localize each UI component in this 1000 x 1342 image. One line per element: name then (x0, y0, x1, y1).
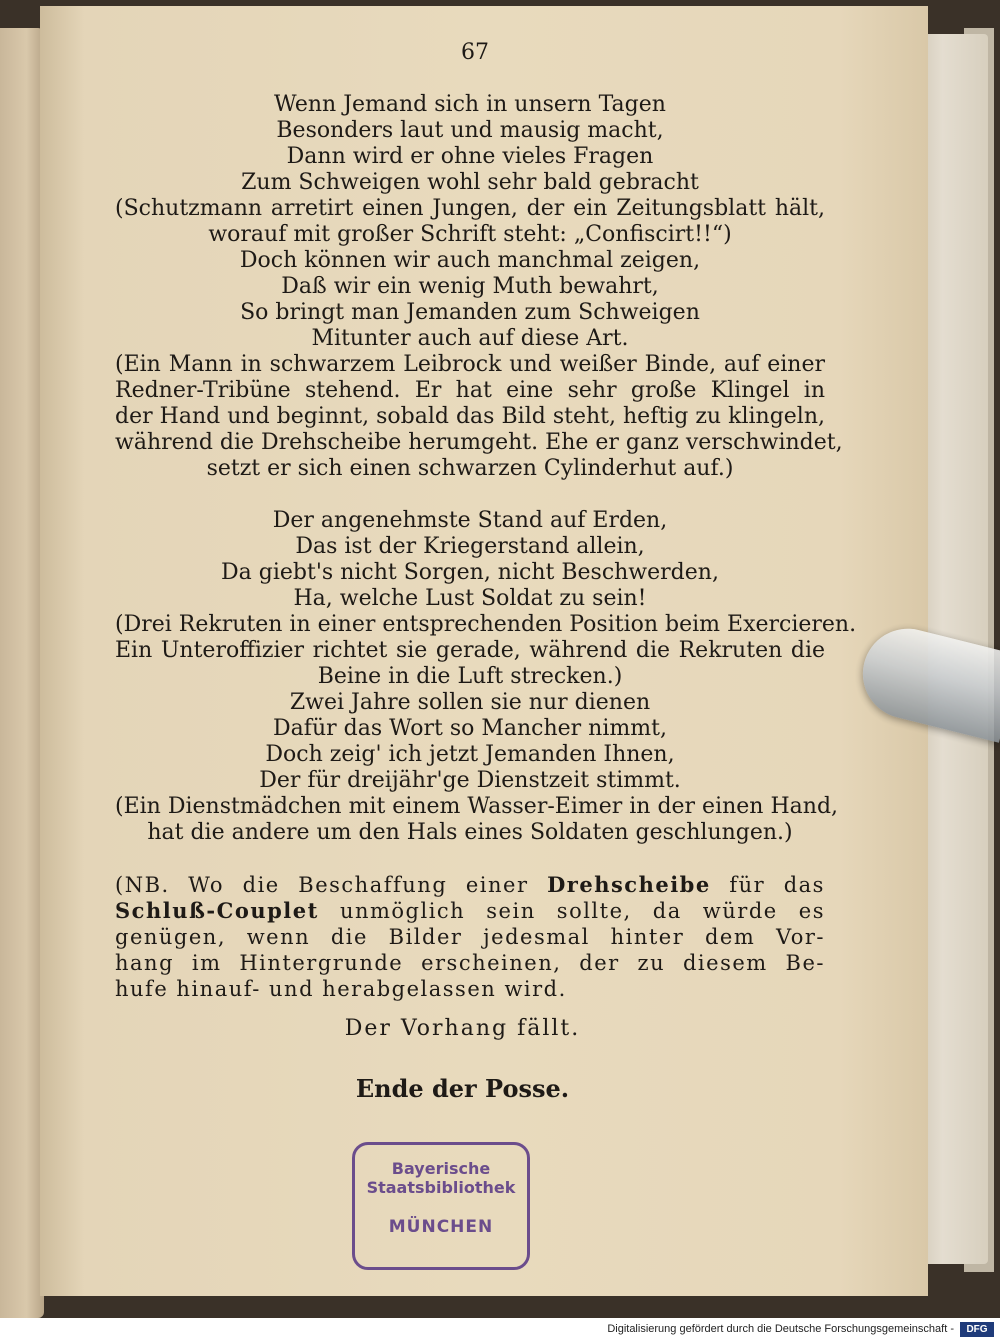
dfg-logo-icon: DFG (960, 1322, 994, 1337)
verse-line: Besonders laut und mausig macht, (276, 118, 664, 143)
verse-line: Dafür das Wort so Mancher nimmt, (273, 716, 667, 741)
stage-direction: setzt er sich einen schwarzen Cylinderhut auf.) (206, 456, 734, 481)
stage-direction: Redner-Tribüne stehend. Er hat eine sehr große Klingel in (115, 378, 825, 403)
stage-direction: der Hand und beginnt, sobald das Bild steht, heftig zu klingeln, (115, 404, 825, 429)
verse-line: Das ist der Kriegerstand allein, (295, 534, 645, 559)
library-stamp (352, 1142, 530, 1270)
verse-line: Ha, welche Lust Soldat zu sein! (293, 586, 647, 611)
verse-line: Wenn Jemand sich in unsern Tagen (274, 92, 666, 117)
verse-line: Doch können wir auch manchmal zeigen, (239, 248, 701, 273)
footer-bar (0, 1318, 1000, 1342)
verse-line: Mitunter auch auf diese Art. (311, 326, 629, 351)
verse-line: Dann wird er ohne vieles Fragen (286, 144, 654, 169)
verse-line: So bringt man Jemanden zum Schweigen (240, 300, 700, 325)
stage-direction: (Drei Rekruten in einer entsprechenden Position beim Exercieren. (115, 612, 857, 637)
page-number: 67 (461, 40, 489, 65)
stage-direction: (Ein Dienstmädchen mit einem Wasser-Eimer in der einen Hand, (115, 794, 839, 819)
nb-note-line (115, 872, 825, 898)
verse-line: Zum Schweigen wohl sehr bald gebracht (241, 170, 699, 195)
stage-direction: (Ein Mann in schwarzem Leibrock und weißer Binde, auf einer (115, 352, 825, 377)
stage-direction: Ein Unteroffizier richtet sie gerade, während die Rekruten die (115, 638, 825, 663)
stage-direction: Beine in die Luft strecken.) (317, 664, 623, 689)
stage-direction: (Schutzmann arretirt einen Jungen, der ein Zeitungsblatt hält, (115, 196, 825, 221)
nb-note-line: hang im Hintergrunde erscheinen, der zu diesem Be- (115, 951, 825, 975)
verse-line: Doch zeig' ich jetzt Jemanden Ihnen, (265, 742, 675, 767)
verse-line: Da giebt's nicht Sorgen, nicht Beschwerden, (221, 560, 719, 585)
verse-line: Zwei Jahre sollen sie nur dienen (289, 690, 651, 715)
stamp-line: Bayerische (391, 1159, 491, 1178)
stage-direction: während die Drehscheibe herumgeht. Ehe er ganz verschwindet, (115, 430, 843, 455)
nb-note-line: genügen, wenn die Bilder jedesmal hinter dem Vor- (115, 925, 825, 949)
nb-text: unmöglich sein sollte, da würde es (339, 899, 825, 923)
nb-text: (NB. Wo die Beschaffung einer (115, 873, 529, 897)
stamp-line: MÜNCHEN (388, 1217, 494, 1237)
stamp-line: Staatsbibliothek (366, 1178, 516, 1197)
verse-line: Daß wir ein wenig Muth bewahrt, (281, 274, 659, 299)
verse-line: Der angenehmste Stand auf Erden, (272, 508, 668, 533)
footer-credit: Digitalisierung gefördert durch die Deutsche Forschungsgemeinschaft - (607, 1323, 954, 1335)
nb-emphasis: Schluß-Couplet (115, 898, 319, 923)
nb-text: für das (729, 873, 825, 897)
stage-direction: worauf mit großer Schrift steht: „Confiscirt!!“) (208, 222, 732, 247)
nb-note-line (115, 898, 825, 924)
verse-line: Der für dreijähr'ge Dienstzeit stimmt. (259, 768, 681, 793)
stage-direction: hat die andere um den Hals eines Soldaten geschlungen.) (147, 820, 793, 845)
curtain-falls: Der Vorhang fällt. (344, 1016, 581, 1041)
end-of-play: Ende der Posse. (355, 1074, 570, 1103)
nb-emphasis: Drehscheibe (547, 872, 711, 897)
nb-note-line: hufe hinauf- und herabgelassen wird. (115, 977, 567, 1001)
